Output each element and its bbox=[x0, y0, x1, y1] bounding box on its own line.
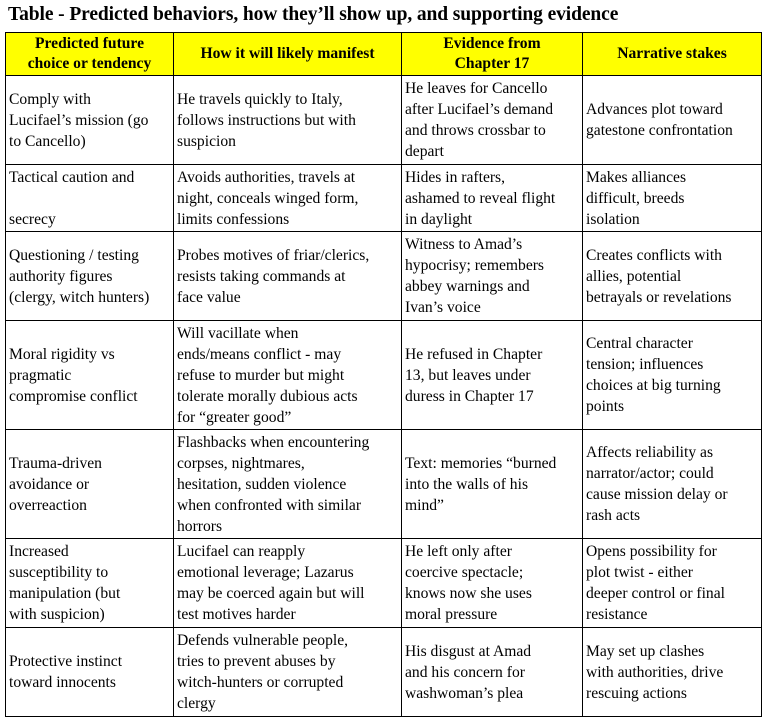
cell-manifest: Will vacillate when ends/means conflict - may refuse to murder but might tolerate morally dubious acts for “greater good” bbox=[174, 321, 402, 430]
behavior-table bbox=[5, 32, 762, 717]
cell-choice: Tactical caution and secrecy bbox=[6, 165, 174, 232]
cell-choice: Questioning / testing authority figures (clergy, witch hunters) bbox=[6, 232, 174, 321]
cell-stakes: Advances plot toward gatestone confrontation bbox=[583, 76, 762, 165]
cell-evidence: He refused in Chapter 13, but leaves under duress in Chapter 17 bbox=[402, 321, 583, 430]
table-row bbox=[6, 76, 762, 165]
cell-choice: Protective instinct toward innocents bbox=[6, 628, 174, 717]
cell-evidence: He left only after coercive spectacle; knows now she uses moral pressure bbox=[402, 539, 583, 628]
header-manifest: How it will likely manifest bbox=[174, 33, 402, 76]
header-evidence: Evidence from Chapter 17 bbox=[402, 33, 583, 76]
cell-evidence: Hides in rafters, ashamed to reveal flight in daylight bbox=[402, 165, 583, 232]
page-title: Table - Predicted behaviors, how they’ll show up, and supporting evidence bbox=[8, 4, 619, 25]
cell-choice: Trauma-driven avoidance or overreaction bbox=[6, 430, 174, 539]
cell-choice: Moral rigidity vs pragmatic compromise conflict bbox=[6, 321, 174, 430]
cell-evidence: His disgust at Amad and his concern for washwoman’s plea bbox=[402, 628, 583, 717]
cell-manifest: Flashbacks when encountering corpses, nightmares, hesitation, sudden violence when confronted with similar horrors bbox=[174, 430, 402, 539]
table-row bbox=[6, 539, 762, 628]
header-choice: Predicted future choice or tendency bbox=[6, 33, 174, 76]
table-header-row bbox=[6, 33, 762, 76]
cell-stakes: Makes alliances difficult, breeds isolation bbox=[583, 165, 762, 232]
table-row bbox=[6, 165, 762, 232]
cell-manifest: Lucifael can reapply emotional leverage; Lazarus may be coerced again but will test motives harder bbox=[174, 539, 402, 628]
cell-evidence: He leaves for Cancello after Lucifael’s demand and throws crossbar to depart bbox=[402, 76, 583, 165]
cell-stakes: May set up clashes with authorities, drive rescuing actions bbox=[583, 628, 762, 717]
cell-stakes: Creates conflicts with allies, potential betrayals or revelations bbox=[583, 232, 762, 321]
cell-choice: Comply with Lucifael’s mission (go to Cancello) bbox=[6, 76, 174, 165]
cell-stakes: Opens possibility for plot twist - either deeper control or final resistance bbox=[583, 539, 762, 628]
header-stakes: Narrative stakes bbox=[583, 33, 762, 76]
cell-evidence: Text: memories “burned into the walls of his mind” bbox=[402, 430, 583, 539]
cell-stakes: Central character tension; influences choices at big turning points bbox=[583, 321, 762, 430]
table-row bbox=[6, 232, 762, 321]
cell-stakes: Affects reliability as narrator/actor; could cause mission delay or rash acts bbox=[583, 430, 762, 539]
table-row bbox=[6, 430, 762, 539]
table-row bbox=[6, 628, 762, 717]
cell-evidence: Witness to Amad’s hypocrisy; remembers abbey warnings and Ivan’s voice bbox=[402, 232, 583, 321]
cell-manifest: Avoids authorities, travels at night, conceals winged form, limits confessions bbox=[174, 165, 402, 232]
cell-manifest: Defends vulnerable people, tries to prevent abuses by witch-hunters or corrupted clergy bbox=[174, 628, 402, 717]
cell-manifest: Probes motives of friar/clerics, resists taking commands at face value bbox=[174, 232, 402, 321]
cell-choice: Increased susceptibility to manipulation (but with suspicion) bbox=[6, 539, 174, 628]
cell-manifest: He travels quickly to Italy, follows instructions but with suspicion bbox=[174, 76, 402, 165]
table-row bbox=[6, 321, 762, 430]
